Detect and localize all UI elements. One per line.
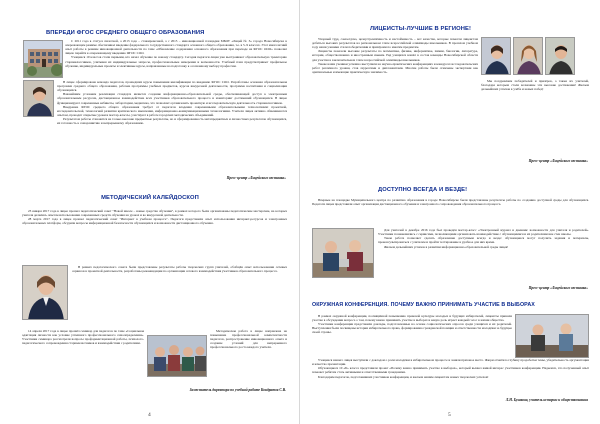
page-number-right: 5 [448, 412, 451, 418]
photo-student-portrait-3 [545, 37, 575, 75]
article-signature-method: Заместитель директора по учебной работе Кондратов С.В. [189, 388, 286, 392]
photo-teacher-portrait-2 [22, 265, 68, 320]
photo-school-building [23, 40, 63, 78]
article-title-access: ДОСТУПНО ВСЕГДА И ВЕЗДЕ! [378, 187, 468, 193]
article-title-conference: ОКРУЖНАЯ КОНФЕРЕНЦИЯ. ПОЧЕМУ ВАЖНО ПРИНИМАТЬ УЧАСТИЕ В ВЫБОРАХ [312, 302, 535, 308]
article-body-method-top [22, 209, 287, 265]
paragraph: Внедрение ФГОС среднего общего образования требует от педагогов владения современными образовательными технологиями: проектной, исследовательской, технологией развития критического мышления, информационно-коммуникационными технологиями. Учителя лицея активно обмениваются опытом, проводят открытые уроки и мастер-классы, участвуют в работе городских методических объединений. [57, 104, 287, 117]
photo-student-portrait-2 [513, 37, 543, 75]
article-title-method: МЕТОДИЧЕСКИЙ КАЛЕЙДОСКОП [101, 195, 199, 201]
paragraph: Обучающиеся 10 «Б» класса представили проект «Почему важно принимать участие в выборах», который вызвал живой интерес участников конференции. Надеемся, что полученный опыт поможет ребятам стать активными и ответственными гражданами. [312, 366, 589, 375]
article-body-access-top [312, 198, 589, 226]
article-signature-access: Пресс-центр «Лицейского вестника» [528, 286, 588, 290]
article-title-fgos: ВПЕРЕДИ ФГОС СРЕДНЕГО ОБЩЕГО ОБРАЗОВАНИЯ [46, 30, 205, 36]
article-body-method-mid [72, 265, 287, 327]
photo-conference-students [312, 228, 374, 278]
article-body-best-right [481, 79, 589, 155]
article-body-conference [312, 358, 589, 396]
article-signature-conference: Л.Н. Бушкова, учитель истории и обществознания [505, 398, 588, 402]
article-body-best [312, 37, 478, 155]
paragraph: Для учителей в декабре 2016 года был проведён мастер-класс «Электронный журнал и дневник: возможности для учителя и родителей». Участники познакомились с сервисами, позволяющими организовать взаимодействие с обучающимися и их родителями вне стен школы. [378, 228, 589, 237]
article-body-fgos [57, 80, 287, 172]
paragraph: Учащиеся 10 классов стали первыми, кто начал обучение по новому стандарту. Сегодня педагоги лицея уже выстраивают образовательную траекторию старшеклассников, учитывая их индивидуальные запросы, профессиональные намерения и возможности. Учебный план предусматривает профильное обучение, индивидуальные проекты и элективные курсы, направленные на подготовку к осознанному выбору профессии. [65, 55, 287, 68]
photo-teacher-portrait-1 [23, 80, 54, 117]
paragraph: Важнейшим условием реализации стандарта является создание информационно-образовательной среды, обеспечивающей доступ к электронным образовательным ресурсам, дистанционное взаимодействие всех участников образовательного процесса и мониторинг достижений обучающихся. В лицее функционируют современные кабинеты, лаборатории, медиатека, что позволяет организовать проектную и исследовательскую деятельность старшеклассников. [57, 92, 287, 105]
page-number-left: 4 [148, 412, 151, 418]
right-page [300, 0, 600, 424]
photo-students-group [147, 335, 207, 377]
paragraph: Также наши ученики успешно выступили на научно-практических конференциях и конкурсах исследовательских работ различного уровня, став лауреатами и дипломантами. Многие работы были отмечены экспертами как оригинальные и имеющие практическую значимость. [312, 61, 478, 74]
article-body-method-bottom-left [22, 329, 144, 397]
photo-conference-speaker [515, 314, 589, 358]
paragraph: С 2011 года в статусе пилотной, а 2013 года – стажировочной, а с 2015 – инновационной площадки МБОУ «Лицей № 3» города Новосибирска в опережающем режиме обеспечивал введение федерального государственного стандарта основного общего образования, т.е. в 5–9 классах. Этот многолетний опыт работы в режиме инновационной деятельности по теме «Обновление содержания основного образования при переходе на ФГОС ООО» позволил лицею перейти к опережающему введению ФГОС СОО. [65, 39, 287, 56]
paragraph: 28 марта 2017 года в лицее прошел педагогический совет "Интернет в учебном процессе". Педагоги представили опыт использования интернет-ресурсов и электронных образовательных платформ, обсудили вопросы информационной безопасности обучающихся и возможности дистанционного обучения. [22, 217, 287, 226]
paragraph: Упорный труд, самоотдача, целеустремлённость и настойчивость – вот качества, которые помогли лицеистам добиться высоких результатов на региональном этапе всероссийской олимпиады школьников. В прошлом учебном году наши ученики стали победителями и призёрами по многим предметам. [312, 37, 478, 50]
article-body-access [378, 228, 589, 283]
paragraph: Участники конференции представили доклады, подготовленные на основе социологических опросов среди учащихся и их родителей. Выступления были посвящены истории избирательного права, формированию гражданской позиции и ответственности молодёжи за будущее своей страны. [312, 322, 512, 335]
paragraph: 14 апреля 2017 года в лицее прошёл семинар для педагогов по теме «Социальная адаптация личности как условие успешного профессионального самоопределения». Участники семинара рассмотрели вопросы профориентационной работы, психолого-педагогического сопровождения старшеклассников и взаимодействия с родителями. [22, 329, 144, 346]
paragraph: Мы поздравляем победителей и призёров, а также их учителей, благодаря которым стали возможны эти высокие достижения! Желаем дальнейших успехов в учёбе и новых побед! [481, 79, 589, 92]
paragraph: В рамках педагогического совета были представлены результаты работы творческих групп учителей, обобщён опыт использования сетевых сервисов в проектной деятельности, разработаны рекомендации по организации сетевого взаимодействия участников образовательного процесса. [72, 265, 287, 274]
article-title-best: ЛИЦЕИСТЫ-ЛУЧШИЕ В РЕГИОНЕ! [370, 26, 471, 32]
article-signature-best: Пресс-центр «Лицейского вестника» [528, 159, 588, 163]
paragraph: Желаем дальнейших успехов в развитии информационно-образовательной среды лицея! [384, 244, 509, 249]
photo-student-portrait-1 [481, 37, 511, 75]
paragraph: Благодарим педагогов, подготовивших участников конференции, и желаем нашим лицеистам новых творческих успехов! [318, 374, 489, 379]
article-body-conference-top [312, 314, 512, 356]
article-signature-fgos: Пресс-центр «Лицейского вестника» [226, 176, 286, 180]
article-body-method-bottom-right [210, 329, 287, 384]
paragraph: Результатом работы становятся не только высокие предметные результаты, но и сформированность метапредметных и личностных результатов обучающихся, их готовность к саморазвитию и непрерывному образованию. [57, 117, 287, 126]
paragraph: Лицеисты показали высокие результаты по математике, физике, информатике, химии, биологии, литературе, истории, обществознанию и иностранным языкам. Ряд учащихся вошёл в состав команды Новосибирской области для участия в заключительном этапе всероссийской олимпиады школьников. [312, 49, 478, 62]
paragraph: 23 января 2017 года в лицее прошел педагогический совет "Новой школе – новые средства обучения", в рамках которого были организованы педагогические мастерские, на которых учителя делились опытом использования современных средств обучения на уроках и во внеурочной деятельности. [22, 209, 287, 218]
paragraph: Впервые на площадке Муниципального центра по развитию образования в городе Новосибирске были представлены результаты работы по созданию доступной среды для обучающихся. Педагоги лицея представили опыт организации дистанционного обучения и электронного сопровождения образовательного процесса. [312, 198, 589, 207]
paragraph: Учащиеся нашего лицея выступили с докладом о роли молодёжи в избирательном процессе и заняли призовое место. Жюри отметило глубину проработки темы, убедительность аргументации и качество презентации. [312, 358, 589, 367]
paragraph: Методическая работа в лицее направлена на повышение профессиональной компетентности педагогов, распространение инновационного опыта и создание условий для непрерывного профессионального роста каждого учителя. [210, 329, 287, 350]
article-body-fgos-top [65, 39, 287, 79]
paragraph: В лицее сформирована команда педагогов, прошедших курсы повышения квалификации по введению ФГОС СОО. Разработаны основная образовательная программа среднего общего образования, рабочие программы учебных предметов, курсов внеурочной деятельности, программа воспитания и социализации обучающихся. [57, 80, 287, 93]
paragraph: Такая работа позволяет сделать образование доступным всегда и везде: обучающиеся могут получить задания и материалы, проконсультироваться с учителем и пройти тестирование в удобное для них время. [378, 236, 589, 245]
paragraph: В рамках окружной конференции, посвящённой повышению правовой культуры молодых и будущих избирателей, лицеисты приняли участие в обсуждении вопроса о том, почему важно принимать участие в выборах и какую роль играет каждый голос в жизни общества. [312, 314, 512, 323]
